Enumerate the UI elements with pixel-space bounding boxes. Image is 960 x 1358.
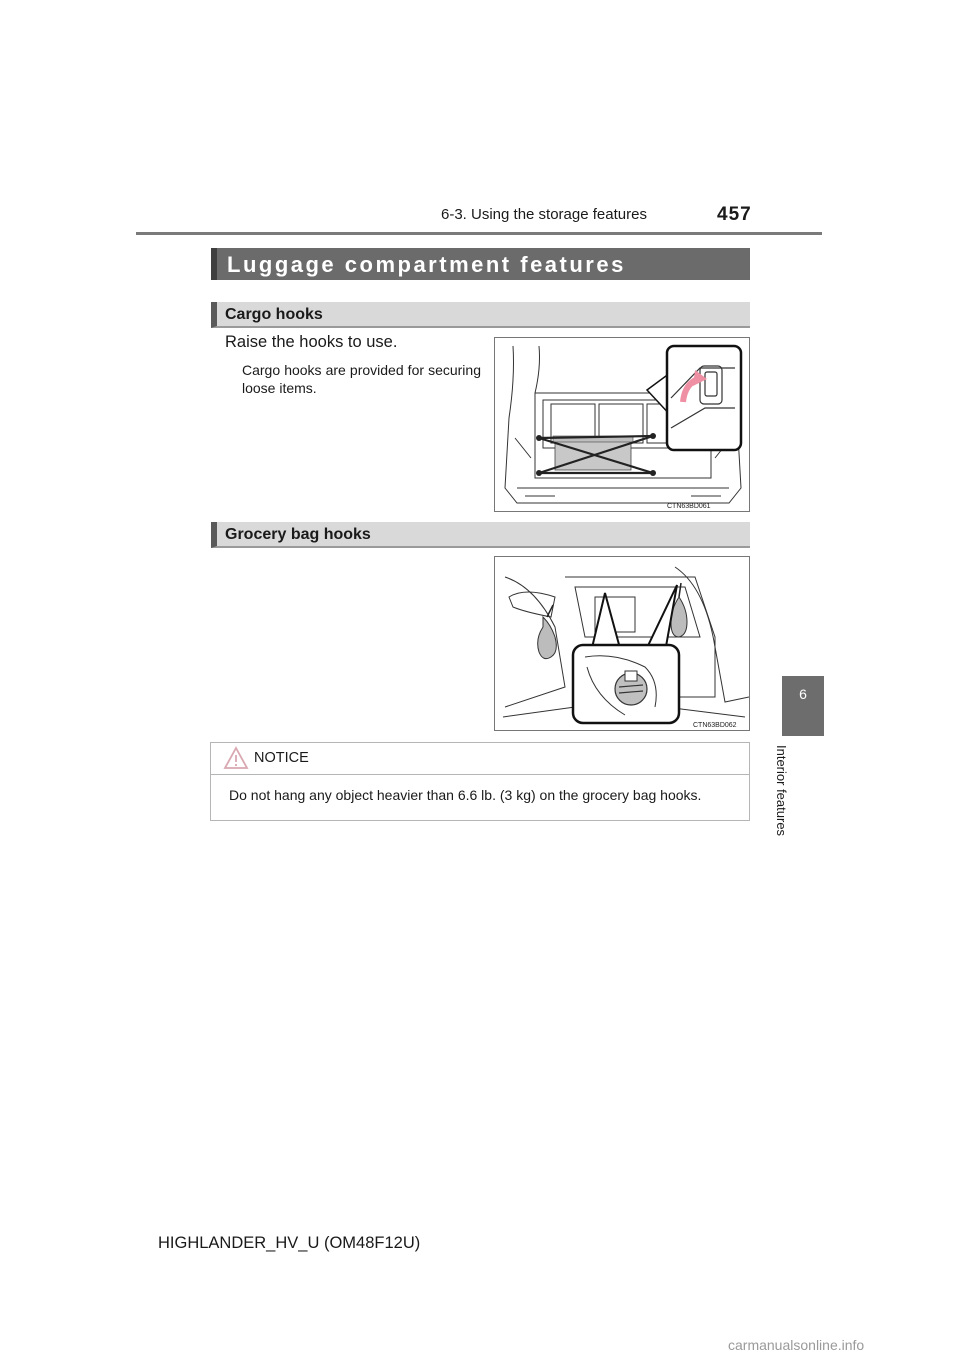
notice-box bbox=[210, 742, 750, 821]
grocery-hooks-drawing bbox=[495, 557, 750, 731]
chapter-tab bbox=[782, 676, 824, 736]
page-number: 457 bbox=[717, 204, 752, 225]
footer-model-code: HIGHLANDER_HV_U (OM48F12U) bbox=[158, 1234, 421, 1252]
notice-title: NOTICE bbox=[254, 750, 309, 766]
watermark: carmanualsonline.info bbox=[728, 1337, 865, 1353]
cargo-hooks-illustration bbox=[494, 337, 750, 512]
header-rule bbox=[136, 232, 822, 235]
warning-triangle-icon bbox=[223, 746, 249, 770]
notice-text: Do not hang any object heavier than 6.6 lb. (3 kg) on the grocery bag hooks. bbox=[229, 787, 702, 803]
chapter-tab-label bbox=[771, 745, 791, 855]
chapter-title: 6-3. Using the storage features bbox=[441, 206, 647, 223]
cargo-figure-code: CTN63BD061 bbox=[667, 503, 711, 510]
grocery-hooks-illustration bbox=[494, 556, 750, 731]
chapter-tab-number: 6 bbox=[799, 686, 807, 702]
section-title: Luggage compartment features bbox=[227, 252, 626, 277]
cargo-hooks-heading-text: Cargo hooks bbox=[225, 306, 323, 323]
cargo-hooks-drawing bbox=[495, 338, 750, 512]
cargo-hooks-heading bbox=[211, 302, 750, 328]
cargo-hooks-description: Cargo hooks are provided for securing loose items. bbox=[242, 362, 481, 396]
notice-header bbox=[211, 743, 749, 775]
cargo-hooks-instruction: Raise the hooks to use. bbox=[225, 333, 398, 351]
chapter-tab-label-text: Interior features bbox=[774, 745, 789, 837]
section-banner bbox=[211, 248, 750, 280]
grocery-hooks-heading-text: Grocery bag hooks bbox=[225, 526, 371, 543]
grocery-figure-code: CTN63BD062 bbox=[693, 722, 737, 729]
grocery-hooks-heading bbox=[211, 522, 750, 548]
